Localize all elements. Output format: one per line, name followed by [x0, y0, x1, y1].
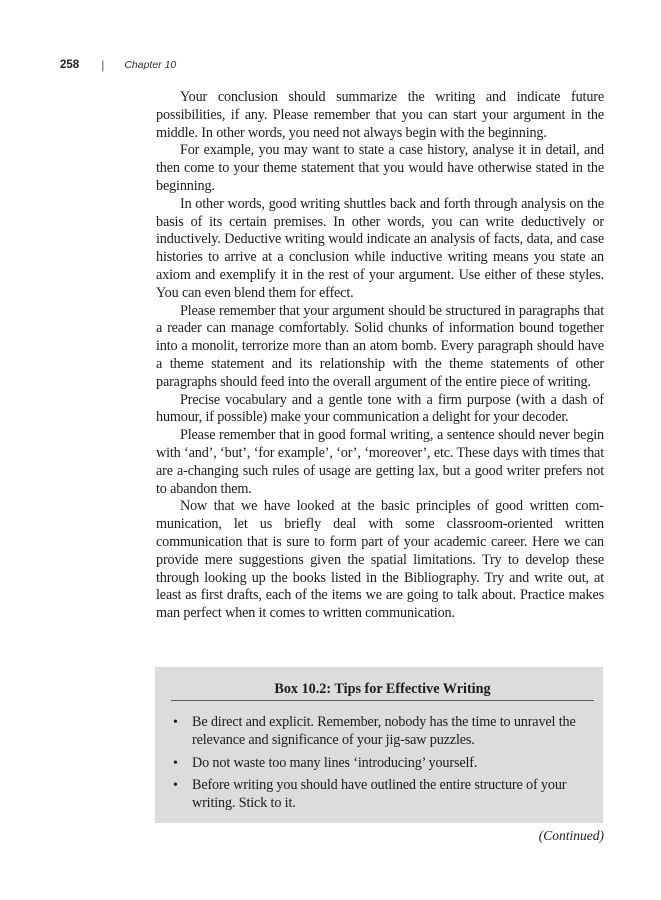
paragraph: For example, you may want to state a case history, analyse it in detail, and then come to your theme statement that you would have otherwise stated in the beginning. — [156, 142, 604, 194]
paragraph: Please remember that your argument should be structured in paragraphs that a reader can manage comfortably. Solid chunks of information bound together into a monolit, terrorize more than an atom bomb. Every paragraph should have a theme statement and its relationship with the theme statements of other paragraphs should feed into the overall argument of the entire piece of writing. — [156, 302, 604, 390]
tip-text: Be direct and explicit. Remember, nobody has the time to unravel the relevance and significance of your jig-saw puzzles. — [192, 714, 576, 748]
paragraph: Please remember that in good formal writing, a sentence should never begin with ‘and’, ‘but’, ‘for example’, ‘or’, ‘moreover’, etc. These days with times that are a-changing such rules of usage are getting lax, but a good writer prefers not to abandon them. — [156, 427, 604, 497]
paragraph: Precise vocabulary and a gentle tone with a firm purpose (with a dash of humour, if possible) make your communication a delight for your decoder. — [156, 391, 604, 426]
body-text — [156, 89, 604, 623]
list-item — [170, 714, 590, 750]
header-divider: | — [101, 58, 105, 72]
box-title: Box 10.2: Tips for Effective Writing — [171, 680, 594, 701]
bullet-icon: • — [173, 755, 178, 771]
running-header — [60, 58, 176, 72]
page-number: 258 — [60, 59, 80, 71]
list-item — [170, 755, 590, 773]
paragraph: Now that we have looked at the basic principles of good written communication, let us briefly deal with some classroom-oriented written communication that is sure to form part of your academic career. Here we can provide mere suggestions given the spatial limitations. Try to develop these through looking up the books listed in the Bibliography. Try and write out, at least as first drafts, each of the items we are going to talk about. Practice makes man perfect when it comes to written communication. — [156, 498, 604, 622]
list-item — [170, 777, 590, 813]
chapter-label: Chapter 10 — [124, 59, 177, 71]
continued-label: (Continued) — [538, 828, 604, 843]
bullet-icon: • — [173, 778, 178, 794]
tip-text: Do not waste too many lines ‘introducing’ yourself. — [192, 754, 478, 771]
tip-text: Before writing you should have outlined the entire structure of your writing. Stick to it. — [192, 777, 567, 812]
tips-box — [155, 667, 603, 823]
paragraph: Your conclusion should summarize the writing and indicate future possibilities, if any. Please remember that you can start your argument in the middle. In other words, you need not always begin with the beginning. — [156, 89, 604, 141]
paragraph: In other words, good writing shuttles back and forth through analysis on the basis of its certain premises. In other words, you can write deductively or inductively. Deductive writing would indicate an analysis of facts, data, and case histories to arrive at a conclusion while inductive writing means you state an axiom and exemplify it in the rest of your argument. Use either of these styles. You can even blend them for effect. — [156, 195, 604, 301]
bullet-icon: • — [173, 715, 178, 730]
tips-list — [170, 714, 590, 818]
